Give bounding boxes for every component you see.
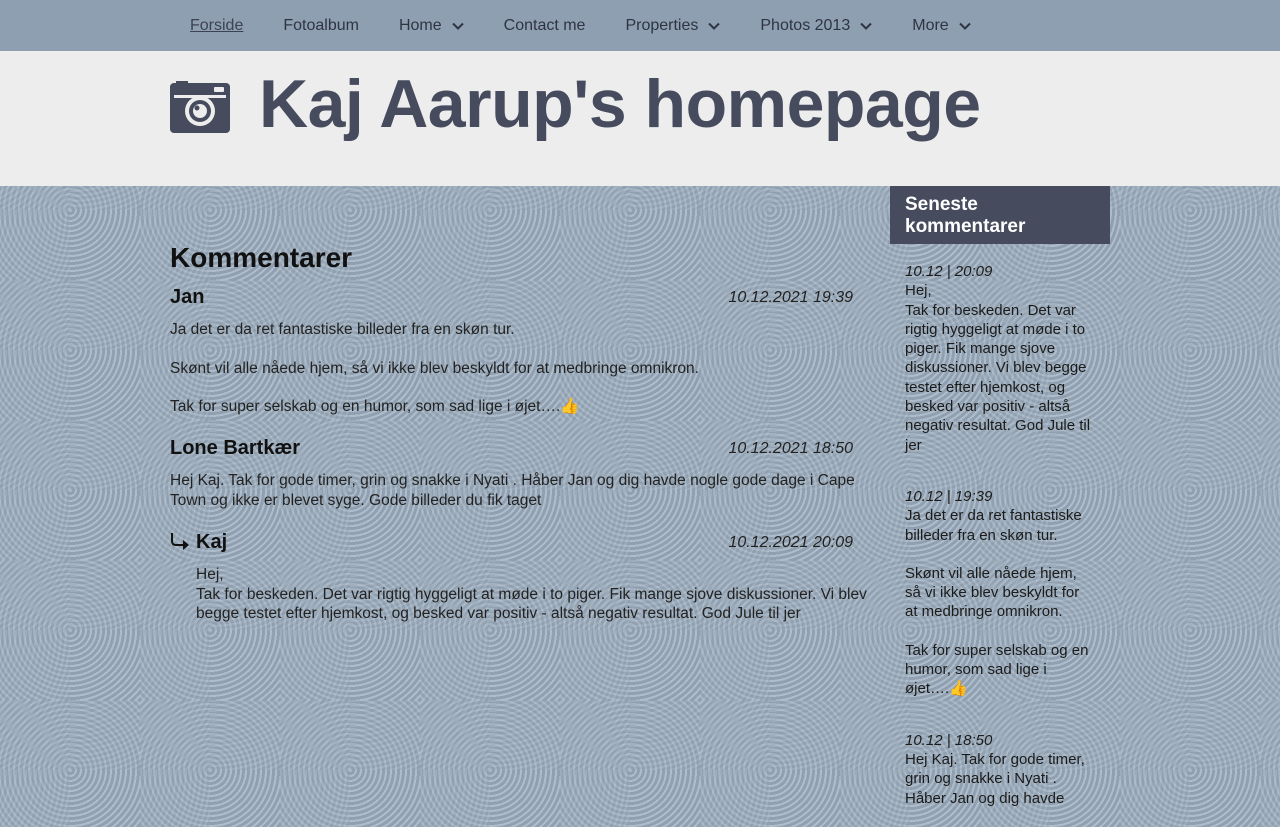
- chevron-down-icon: [708, 22, 720, 30]
- sidebar-comment[interactable]: [890, 487, 1110, 699]
- sidebar-comment-date: 10.12 | 19:39: [905, 487, 993, 505]
- top-navigation: [0, 0, 1280, 51]
- comment-author: Lone Bartkær: [170, 437, 301, 459]
- comment-author: Kaj: [196, 531, 228, 553]
- comment-date: 10.12.2021 19:39: [728, 289, 853, 306]
- nav-item-forside[interactable]: [190, 17, 243, 35]
- nav-label: Photos 2013: [760, 16, 851, 34]
- camera-icon[interactable]: [170, 81, 230, 138]
- comment-date: 10.12.2021 20:09: [728, 534, 853, 551]
- chevron-down-icon: [959, 22, 971, 30]
- nav-item-fotoalbum[interactable]: [283, 17, 359, 35]
- reply-arrow-icon: [170, 533, 190, 556]
- nav-label: Contact me: [503, 16, 586, 34]
- sidebar-comment-date: 10.12 | 20:09: [905, 263, 993, 280]
- comment-author: Jan: [170, 286, 205, 308]
- page-title: Kommentarer: [170, 242, 353, 273]
- sidebar-comment-text: Hej Kaj. Tak for gode timer, grin og snakke i Nyati . Håber Jan og dig havde: [905, 750, 1085, 807]
- sidebar-comment-text: Ja det er da ret fantastiske billeder fra en skøn tur.: [905, 507, 1082, 544]
- comment-body: [170, 471, 870, 510]
- comment-item: [170, 437, 870, 529]
- nav-label: Fotoalbum: [283, 16, 359, 34]
- comment-paragraph: Hej,: [196, 566, 224, 583]
- site-title[interactable]: Kaj Aarup's homepage: [259, 66, 981, 142]
- nav-label: More: [912, 16, 949, 34]
- comment-paragraph: Hej Kaj. Tak for gode timer, grin og snakke i Nyati . Håber Jan og dig havde nogle gode dage i Cape Town og ikke er blevet syge. Gode billeder du fik taget: [170, 472, 855, 509]
- latest-comments-sidebar: [890, 186, 1110, 827]
- nav-item-properties[interactable]: [625, 17, 720, 35]
- chevron-down-icon: [860, 22, 872, 30]
- sidebar-comment[interactable]: [890, 262, 1110, 455]
- nav-label: Home: [398, 16, 442, 34]
- chevron-down-icon: [452, 22, 464, 30]
- nav-item-contact-me[interactable]: [504, 17, 586, 35]
- nav-item-more[interactable]: [912, 17, 970, 35]
- comment-reply: [170, 531, 870, 624]
- comment-paragraph: Tak for beskeden. Det var rigtig hyggeligt at møde i to piger. Fik mange sjove diskussioner. Vi blev begge testet efter hjemkost, og besked var positiv - altså negativ resultat. God Jule til jer: [196, 585, 867, 622]
- nav-item-home[interactable]: [399, 17, 464, 35]
- sidebar-comment[interactable]: [890, 731, 1110, 808]
- comment-body: [170, 320, 870, 417]
- sidebar-comment-text: Tak for super selskab og en humor, som sad lige i øjet….👍: [905, 641, 1089, 698]
- comment-paragraph: Ja det er da ret fantastiske billeder fra en skøn tur.: [170, 321, 515, 338]
- comment-paragraph: Tak for super selskab og en humor, som sad lige i øjet….👍: [170, 398, 580, 415]
- nav-label: Forside: [190, 16, 244, 34]
- sidebar-title: Seneste kommentarer: [890, 186, 1110, 244]
- nav-label: Properties: [625, 16, 699, 34]
- sidebar-comment-text: Hej,: [905, 282, 932, 300]
- sidebar-comment-date: 10.12 | 18:50: [905, 731, 993, 749]
- sidebar-comment-text: Skønt vil alle nåede hjem, så vi ikke blev beskyldt for at medbringe omnikron.: [905, 564, 1080, 621]
- nav-item-photos-2013[interactable]: [760, 17, 872, 35]
- comment-body: [196, 565, 870, 624]
- sidebar-comment-text: Tak for beskeden. Det var rigtig hyggeligt at møde i to piger. Fik mange sjove diskussioner. Vi blev begge testet efter hjemkost, og besked var positiv - altså negativ resultat. God Jule til jer: [905, 301, 1091, 454]
- site-header: [0, 51, 1280, 186]
- comment-date: 10.12.2021 18:50: [728, 440, 853, 457]
- comment-paragraph: Skønt vil alle nåede hjem, så vi ikke blev beskyldt for at medbringe omnikron.: [170, 359, 699, 377]
- comment-item: [170, 286, 870, 436]
